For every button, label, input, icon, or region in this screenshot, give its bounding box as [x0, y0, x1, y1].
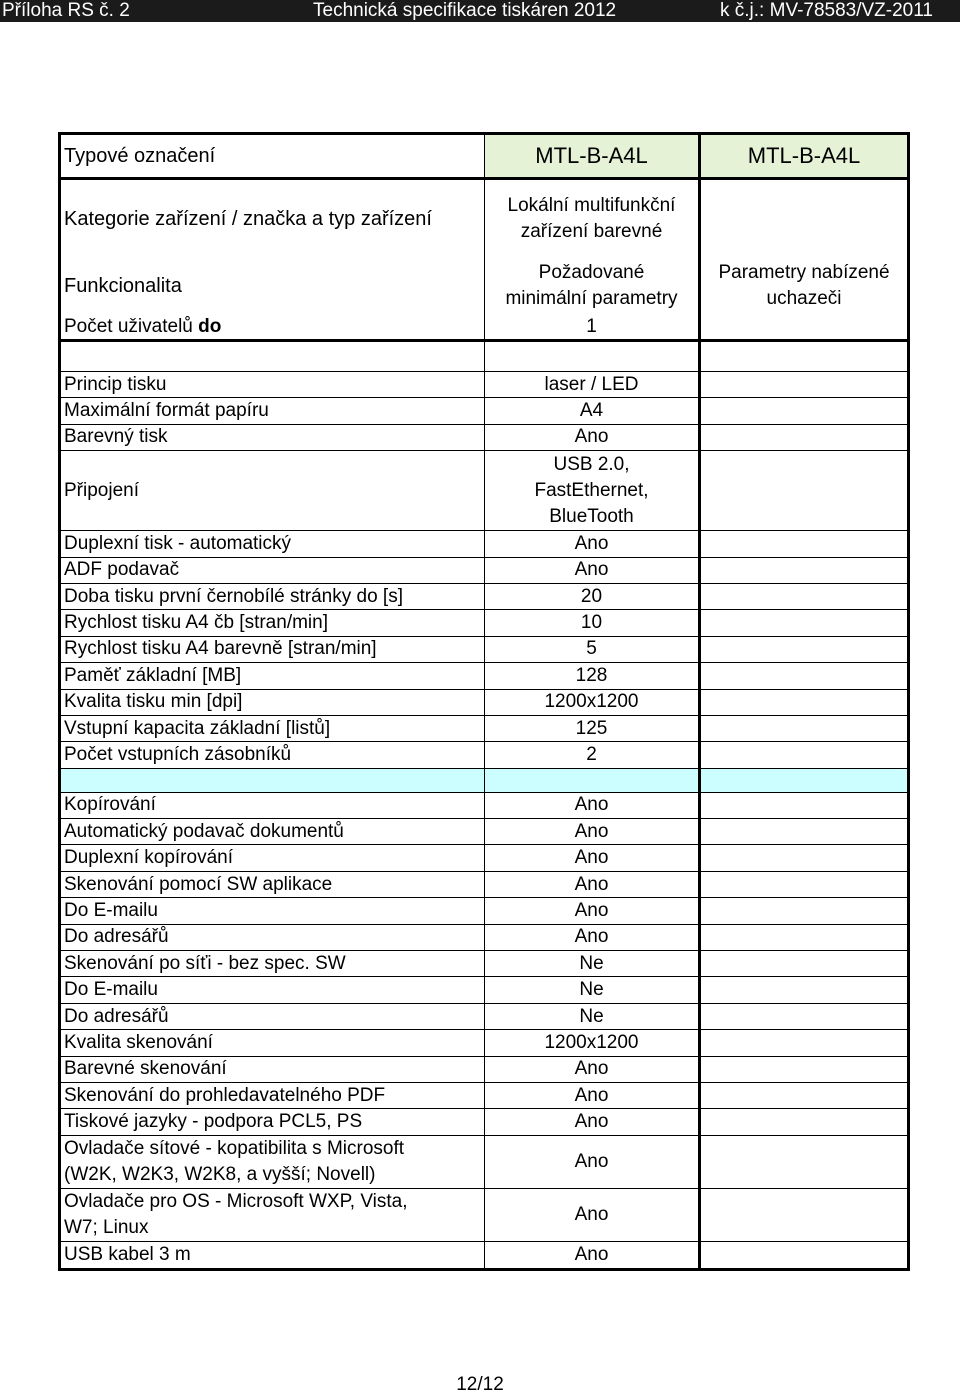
connection-line3: BlueTooth — [549, 505, 634, 527]
spec-label: Do adresářů — [64, 926, 169, 948]
header-title: Technická specifikace tiskáren 2012 — [313, 0, 617, 21]
spec-row — [61, 398, 907, 424]
spec-row — [61, 951, 907, 977]
spec-row — [61, 742, 907, 768]
drivers-os-line2: W7; Linux — [64, 1216, 149, 1238]
connection-row — [61, 451, 907, 531]
spec-row — [61, 793, 907, 819]
spec-row — [61, 663, 907, 689]
spec-label: Barevný tisk — [64, 426, 168, 448]
type-value: MTL-B-A4L — [535, 143, 648, 168]
spec-label: Tiskové jazyky - podpora PCL5, PS — [64, 1111, 363, 1133]
spec-row — [61, 531, 907, 557]
spec-value: Ano — [574, 1084, 609, 1106]
spec-value: Ano — [574, 847, 609, 869]
spec-value: Ano — [574, 820, 609, 842]
spec-row — [61, 1109, 907, 1135]
usb-label: USB kabel 3 m — [64, 1243, 191, 1265]
spec-row — [61, 1004, 907, 1030]
spec-label: Kopírování — [64, 794, 156, 816]
spec-value: 128 — [575, 664, 608, 686]
spec-row — [61, 1083, 907, 1109]
spec-value: 1200x1200 — [544, 1031, 639, 1053]
section-separator — [61, 769, 907, 793]
spec-row — [61, 925, 907, 951]
spec-label: Duplexní kopírování — [64, 847, 233, 869]
spec-row — [61, 610, 907, 636]
spec-row — [61, 584, 907, 610]
users-row — [61, 314, 907, 342]
spec-value: 5 — [586, 638, 597, 660]
spec-value: Ne — [579, 979, 604, 1001]
spec-row — [61, 977, 907, 1003]
type-row — [61, 135, 907, 180]
spec-row — [61, 872, 907, 898]
spec-label: Rychlost tisku A4 čb [stran/min] — [64, 612, 328, 634]
drivers-os-row — [61, 1189, 907, 1242]
spec-value: Ano — [574, 1058, 609, 1080]
spec-value: Ano — [574, 559, 609, 581]
connection-line2: FastEthernet, — [534, 479, 649, 501]
spec-value: Ne — [579, 1005, 604, 1027]
page-header — [0, 0, 960, 22]
category-value-line1: Lokální multifunkční — [507, 195, 676, 216]
spec-value: 20 — [580, 585, 603, 607]
spec-label: Počet vstupních zásobníků — [64, 744, 292, 765]
drivers-os-value: Ano — [574, 1203, 609, 1225]
spec-table — [58, 132, 910, 1271]
func-label: Funkcionalita — [64, 275, 182, 297]
header-attachment: Příloha RS č. 2 — [2, 0, 130, 21]
spec-value: 10 — [580, 612, 603, 634]
spec-row — [61, 898, 907, 924]
spec-label: Automatický podavač dokumentů — [64, 820, 344, 842]
spec-label: Rychlost tisku A4 barevně [stran/min] — [64, 638, 377, 660]
spec-value: A4 — [579, 400, 604, 422]
type-value-offer: MTL-B-A4L — [747, 143, 861, 168]
spec-label: Paměť základní [MB] — [64, 664, 242, 686]
spec-label: Kvalita tisku min [dpi] — [64, 691, 243, 713]
spec-value: laser / LED — [544, 373, 639, 395]
spec-label: Do adresářů — [64, 1005, 169, 1027]
drivers-net-line2: (W2K, W2K3, W2K8, a vyšší; Novell) — [64, 1163, 376, 1185]
spec-label: Skenování pomocí SW aplikace — [64, 873, 333, 895]
category-row — [61, 180, 907, 258]
header-reference: k č.j.: MV-78583/VZ-2011 — [720, 0, 933, 21]
spec-label: Kvalita skenování — [64, 1031, 213, 1053]
category-value-line2: zařízení barevné — [520, 221, 663, 242]
spec-value: Ano — [574, 532, 609, 554]
spec-value: Ano — [574, 873, 609, 895]
spec-label: Princip tisku — [64, 373, 167, 395]
spec-label: Do E-mailu — [64, 899, 158, 921]
func-offer-line1: Parametry nabízené — [718, 262, 890, 283]
spec-value: Ano — [574, 426, 609, 448]
func-value-line1: Požadované — [538, 262, 645, 283]
spec-row — [61, 425, 907, 451]
spec-row — [61, 690, 907, 716]
spec-label: Vstupní kapacita základní [listů] — [64, 717, 331, 739]
spec-value: Ano — [574, 926, 609, 948]
functionality-row — [61, 258, 907, 314]
spec-row — [61, 372, 907, 398]
spec-label: Doba tisku první černobílé stránky do [s] — [64, 585, 403, 607]
spec-value: 125 — [575, 717, 608, 739]
spec-label: Barevné skenování — [64, 1058, 227, 1080]
func-offer-line2: uchazeči — [766, 288, 842, 309]
spec-row — [61, 819, 907, 845]
spec-label: Maximální formát papíru — [64, 400, 269, 422]
spec-value: 2 — [586, 744, 597, 765]
spec-row — [61, 716, 907, 742]
spec-value: Ano — [574, 899, 609, 921]
spec-value: Ano — [574, 1111, 609, 1133]
drivers-os-line1: Ovladače pro OS - Microsoft WXP, Vista, — [64, 1190, 408, 1212]
usb-row — [61, 1242, 907, 1268]
usb-value: Ano — [574, 1243, 609, 1265]
spec-row — [61, 1057, 907, 1083]
spec-row — [61, 1030, 907, 1056]
spec-value: Ano — [574, 794, 609, 816]
users-label: Počet uživatelů — [64, 315, 199, 337]
connection-label: Připojení — [64, 479, 139, 501]
spec-label: Skenování do prohledavatelného PDF — [64, 1084, 386, 1106]
spec-value: Ne — [579, 952, 604, 974]
category-label: Kategorie zařízení / značka a typ zařízení — [64, 208, 432, 230]
drivers-net-line1: Ovladače sítové - kopatibilita s Microsoft — [64, 1137, 405, 1159]
spec-value: 1200x1200 — [544, 691, 639, 713]
page-number: 12/12 — [456, 1374, 504, 1395]
users-label-bold: do — [198, 315, 222, 337]
drivers-net-row — [61, 1136, 907, 1189]
type-label: Typové označení — [64, 145, 216, 167]
spec-row — [61, 845, 907, 871]
blank-row — [61, 342, 907, 372]
spec-label: ADF podavač — [64, 559, 180, 581]
connection-line1: USB 2.0, — [553, 453, 630, 475]
spec-row — [61, 558, 907, 584]
drivers-net-value: Ano — [574, 1150, 609, 1172]
spec-label: Do E-mailu — [64, 979, 158, 1001]
users-value: 1 — [586, 315, 597, 337]
spec-label: Skenování po síťi - bez spec. SW — [64, 952, 346, 974]
spec-label: Duplexní tisk - automatický — [64, 532, 292, 554]
spec-row — [61, 637, 907, 663]
func-value-line2: minimální parametry — [505, 288, 678, 309]
